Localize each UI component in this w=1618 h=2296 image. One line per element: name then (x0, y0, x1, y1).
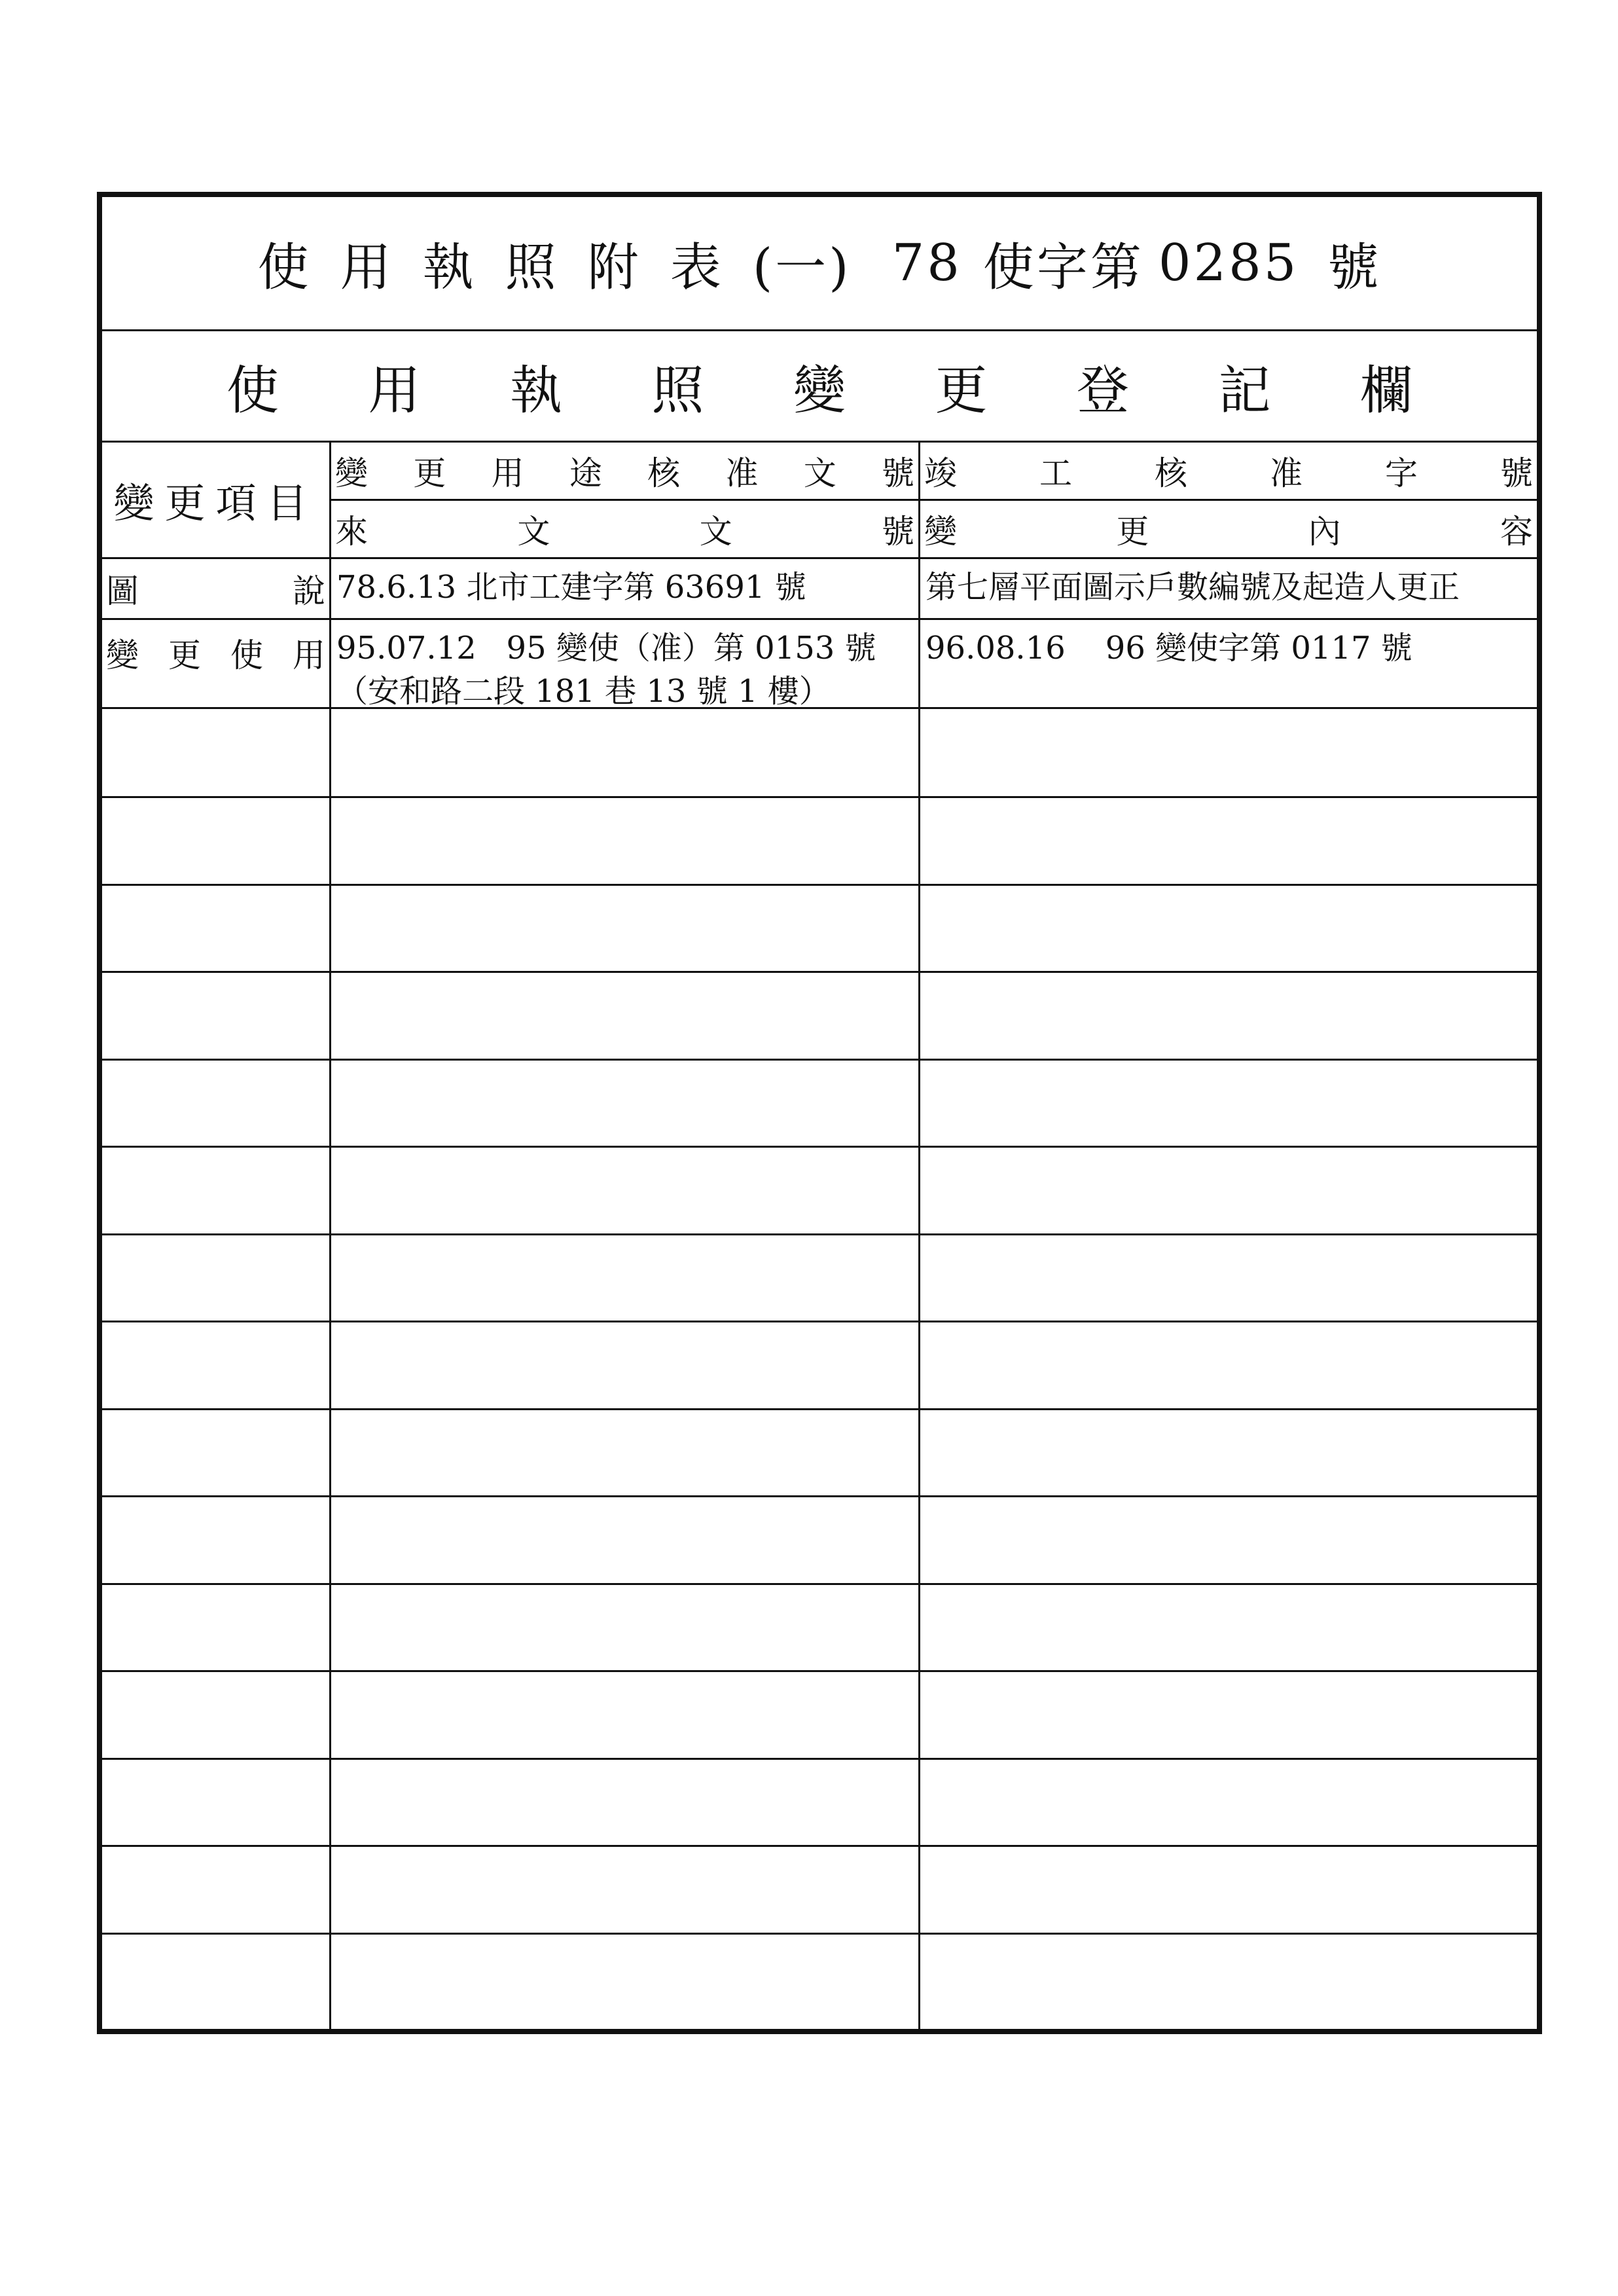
header-char: 准 (725, 454, 759, 492)
header-char: 容 (1500, 513, 1533, 551)
banner-char: 記 (1218, 360, 1271, 421)
title-char: 照 (505, 238, 559, 297)
page-title (102, 197, 1537, 331)
doc-line: 78.6.13 北市工建字第 63691 號 (336, 569, 806, 606)
header-char: 號 (881, 513, 914, 551)
column-divider (918, 709, 920, 2029)
header-change-content (920, 501, 1537, 559)
banner-char: 用 (368, 360, 421, 421)
row-item (102, 620, 331, 709)
row-divider (102, 1233, 1537, 1235)
row-divider (102, 1059, 1537, 1061)
row-change-content (920, 620, 1537, 709)
header-char: 號 (881, 454, 914, 492)
item-char: 圖 (106, 572, 139, 610)
row-divider (102, 971, 1537, 973)
title-char: 使字第 (982, 238, 1144, 297)
row-divider (102, 1321, 1537, 1322)
header-char: 文 (699, 513, 732, 551)
header-char: 變 (113, 479, 165, 527)
header-char: 竣 (924, 454, 957, 492)
row-doc-number (331, 559, 920, 620)
header-char: 變 (335, 454, 368, 492)
empty-rows (102, 709, 1537, 2029)
banner-char: 使 (226, 360, 279, 421)
header-incoming-doc (331, 501, 920, 559)
doc-line: 95.07.12 95 變使（准）第 0153 號 (336, 630, 876, 666)
header-char: 途 (569, 454, 602, 492)
item-char: 用 (293, 636, 325, 674)
row-divider (102, 1408, 1537, 1410)
title-char: 0285 (1158, 234, 1299, 293)
title-char: (一) (752, 238, 852, 297)
header-char: 文 (803, 454, 836, 492)
doc-line: （安和路二段 181 巷 13 號 1 樓） (336, 673, 831, 709)
title-char: 執 (422, 238, 476, 297)
banner-char: 照 (651, 360, 704, 421)
title-char: 附 (587, 238, 641, 297)
header-char: 來 (335, 513, 368, 551)
header-char: 變 (924, 513, 957, 551)
row-divider (102, 796, 1537, 798)
header-completion-no (920, 443, 1537, 501)
section-banner (102, 331, 1537, 443)
banner-char: 變 (793, 360, 846, 421)
row-divider (102, 1758, 1537, 1760)
banner-char: 執 (510, 360, 562, 421)
row-item (102, 559, 331, 620)
row-divider (102, 1146, 1537, 1148)
item-char: 使 (230, 636, 263, 674)
banner-char: 更 (935, 360, 988, 421)
row-divider (102, 1495, 1537, 1497)
title-char: 表 (670, 238, 724, 297)
row-divider (102, 1933, 1537, 1935)
header-char: 更 (1116, 513, 1149, 551)
banner-char: 欄 (1360, 360, 1412, 421)
title-char: 78 (891, 234, 962, 293)
header-char: 核 (647, 454, 681, 492)
registration-table (97, 192, 1542, 2034)
title-char: 使 (257, 238, 312, 297)
item-char: 說 (293, 572, 325, 610)
item-char: 變 (106, 636, 139, 674)
title-char: 號 (1327, 238, 1382, 297)
header-char: 核 (1155, 454, 1187, 492)
row-divider (102, 884, 1537, 886)
row-divider (102, 1845, 1537, 1847)
header-char: 內 (1308, 513, 1341, 551)
header-change-item (102, 443, 331, 559)
title-char: 用 (340, 238, 394, 297)
content-line: 第七層平面圖示戶數編號及起造人更正 (926, 569, 1460, 606)
header-char: 目 (266, 479, 318, 527)
row-change-content (920, 559, 1537, 620)
header-char: 用 (491, 454, 524, 492)
header-char: 文 (517, 513, 550, 551)
header-approval-doc (331, 443, 920, 501)
item-char: 更 (168, 636, 201, 674)
header-char: 字 (1385, 454, 1418, 492)
column-divider (329, 709, 331, 2029)
row-divider (102, 1670, 1537, 1672)
header-char: 准 (1270, 454, 1303, 492)
banner-char: 登 (1077, 360, 1129, 421)
row-doc-number (331, 620, 920, 709)
row-divider (102, 1583, 1537, 1585)
header-char: 號 (1500, 454, 1533, 492)
header-char: 更 (164, 479, 216, 527)
content-line: 96.08.16 96 變使字第 0117 號 (926, 630, 1412, 666)
header-char: 項 (215, 479, 267, 527)
header-char: 工 (1039, 454, 1072, 492)
header-char: 更 (413, 454, 446, 492)
